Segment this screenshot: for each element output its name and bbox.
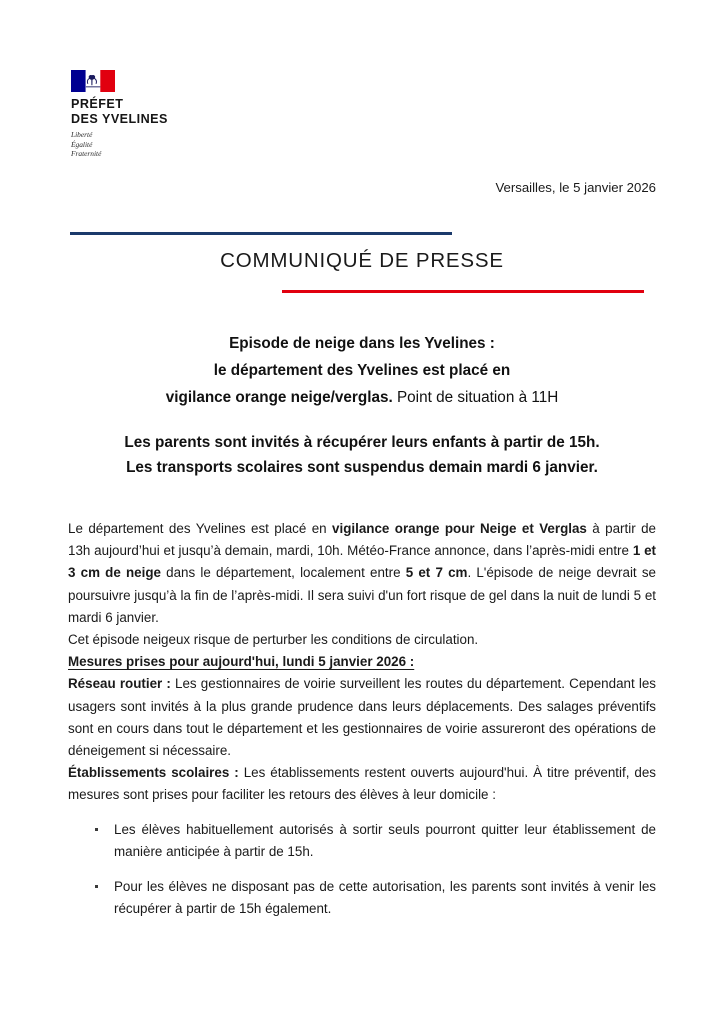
paragraph-schools <box>68 762 656 806</box>
section-heading-measures: Mesures prises pour aujourd'hui, lundi 5 janvier 2026 : <box>68 654 415 670</box>
paragraph-road-network <box>68 673 656 762</box>
headline-secondary-line-1: Les parents sont invités à récupérer leurs enfants à partir de 15h. <box>124 434 600 451</box>
headline-line-2: le département des Yvelines est placé en <box>213 362 511 379</box>
authority-name <box>71 97 261 126</box>
authority-line-2: DES YVELINES <box>71 111 168 126</box>
para1-text-2: à partir de 13h aujourd’hui et jusqu’à demain, mardi, 10h. Météo-France annonce, dans l’après-midi entre <box>68 521 656 559</box>
para1-bold-snow-range: 1 et 3 cm de neige <box>68 543 656 581</box>
headline-line-1: Episode de neige dans les Yvelines : <box>229 335 495 352</box>
headline-line-3-regular: Point de situation à 11H <box>392 389 559 406</box>
letterhead <box>71 70 261 158</box>
list-item: Les élèves habituellement autorisés à sortir seuls pourront quitter leur établissement de manière anticipée à partir de 15h. <box>112 819 656 863</box>
para1-text-4: . L'épisode de neige devrait se poursuivre jusqu’à la fin de l’après-midi. Il sera suivi d'un fort risque de gel dans la nuit de lundi 5 et mardi 6 janvier. <box>68 565 656 625</box>
divider-red <box>282 290 644 293</box>
motto-fraternite: Fraternité <box>71 149 102 158</box>
school-measures-list <box>68 819 656 921</box>
para1-text-1: Le département des Yvelines est placé en <box>68 521 333 536</box>
dateline: Versailles, le 5 janvier 2026 <box>495 180 656 195</box>
motto-egalite: Égalité <box>71 139 93 149</box>
divider-blue <box>70 232 452 235</box>
page-title: COMMUNIQUÉ DE PRESSE <box>220 249 504 272</box>
para1-bold-snow-local: 5 et 7 cm <box>405 565 468 581</box>
para1-bold-vigilance: vigilance orange pour Neige et Verglas <box>332 521 587 536</box>
body-copy <box>68 518 656 920</box>
para1-text-3: dans le département, localement entre <box>160 565 406 581</box>
headline-secondary <box>62 430 662 480</box>
motto-liberte: Liberté <box>71 130 93 140</box>
title-block <box>0 232 724 298</box>
paragraph-traffic-warning: Cet épisode neigeux risque de perturber les conditions de circulation. <box>68 632 479 648</box>
republic-motto <box>71 130 261 158</box>
text-road-network: Les gestionnaires de voirie surveillent les routes du département. Cependant les usagers sont invités à la plus grande prudence dans leurs déplacements. Des salages préventifs sont en cours dans tout le département et les gestionnaires de voirie assureront des opérations de déneigement si nécessaire. <box>68 676 656 759</box>
headline-line-3-bold: vigilance orange neige/verglas. <box>165 389 393 406</box>
headline <box>62 330 662 411</box>
label-road-network: Réseau routier : <box>68 676 171 692</box>
french-republic-marianne-flag-icon <box>71 70 115 92</box>
paragraph-weather-alert <box>68 518 656 629</box>
list-item: Pour les élèves ne disposant pas de cette autorisation, les parents sont invités à venir les récupérer à partir de 15h également. <box>112 876 656 920</box>
text-schools: Les établissements restent ouverts aujourd'hui. À titre préventif, des mesures sont prises pour faciliter les retours des élèves à leur domicile : <box>68 765 656 803</box>
authority-line-1: PRÉFET <box>71 97 124 111</box>
headline-secondary-line-2: Les transports scolaires sont suspendus demain mardi 6 janvier. <box>126 459 598 476</box>
label-schools: Établissements scolaires : <box>68 765 239 781</box>
